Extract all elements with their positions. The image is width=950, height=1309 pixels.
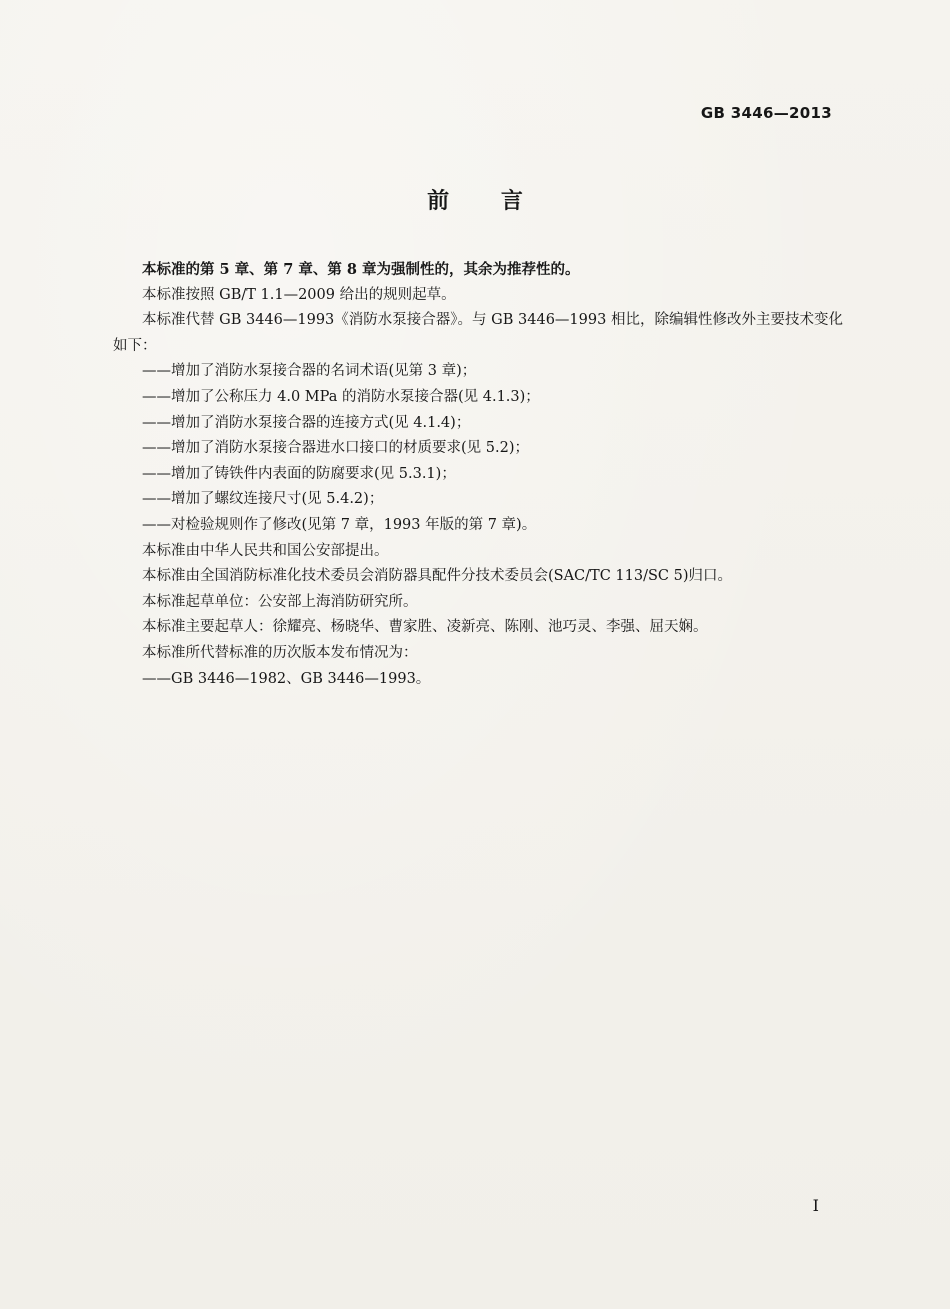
- paragraph-committee: 本标准由全国消防标准化技术委员会消防器具配件分技术委员会(SAC/TC 113/SC 5)归口。: [142, 568, 732, 585]
- paragraph-replacement: 本标准代替 GB 3446—1993《消防水泵接合器》。与 GB 3446—1993 相比，除编辑性修改外主要技术变化如下：: [113, 312, 843, 354]
- list-item: ——增加了铸铁件内表面的防腐要求(见 5.3.1)；: [142, 465, 456, 482]
- changes-list: [113, 359, 843, 538]
- paragraph-proposer: 本标准由中华人民共和国公安部提出。: [142, 542, 389, 559]
- page-title: 前 言: [427, 189, 545, 214]
- page-number: I: [812, 1196, 819, 1215]
- list-item: ——增加了公称压力 4.0 MPa 的消防水泵接合器(见 4.1.3)；: [142, 388, 540, 405]
- list-item: ——增加了消防水泵接合器的连接方式(见 4.1.4)；: [142, 414, 471, 431]
- list-item: ——增加了消防水泵接合器的名词术语(见第 3 章)；: [142, 363, 477, 380]
- paragraph-drafting-unit: 本标准起草单位：公安部上海消防研究所。: [142, 593, 418, 610]
- paragraph-drafting-rules: 本标准按照 GB/T 1.1—2009 给出的规则起草。: [142, 286, 456, 303]
- paragraph-history-intro: 本标准所代替标准的历次版本发布情况为：: [142, 644, 418, 661]
- previous-versions: ——GB 3446—1982、GB 3446—1993。: [142, 670, 431, 687]
- standard-number: GB 3446—2013: [700, 104, 832, 122]
- paragraph-drafters: 本标准主要起草人：徐耀亮、杨晓华、曹家胜、凌新亮、陈刚、池巧灵、李强、屈天娴。: [142, 619, 708, 636]
- list-item: ——对检验规则作了修改(见第 7 章，1993 年版的第 7 章)。: [142, 516, 537, 533]
- paragraph-mandatory-clauses: 本标准的第 5 章、第 7 章、第 8 章为强制性的，其余为推荐性的。: [142, 261, 580, 278]
- list-item: ——增加了消防水泵接合器进水口接口的材质要求(见 5.2)；: [142, 440, 529, 457]
- list-item: ——增加了螺纹连接尺寸(见 5.4.2)；: [142, 491, 384, 508]
- foreword-body: [113, 257, 843, 692]
